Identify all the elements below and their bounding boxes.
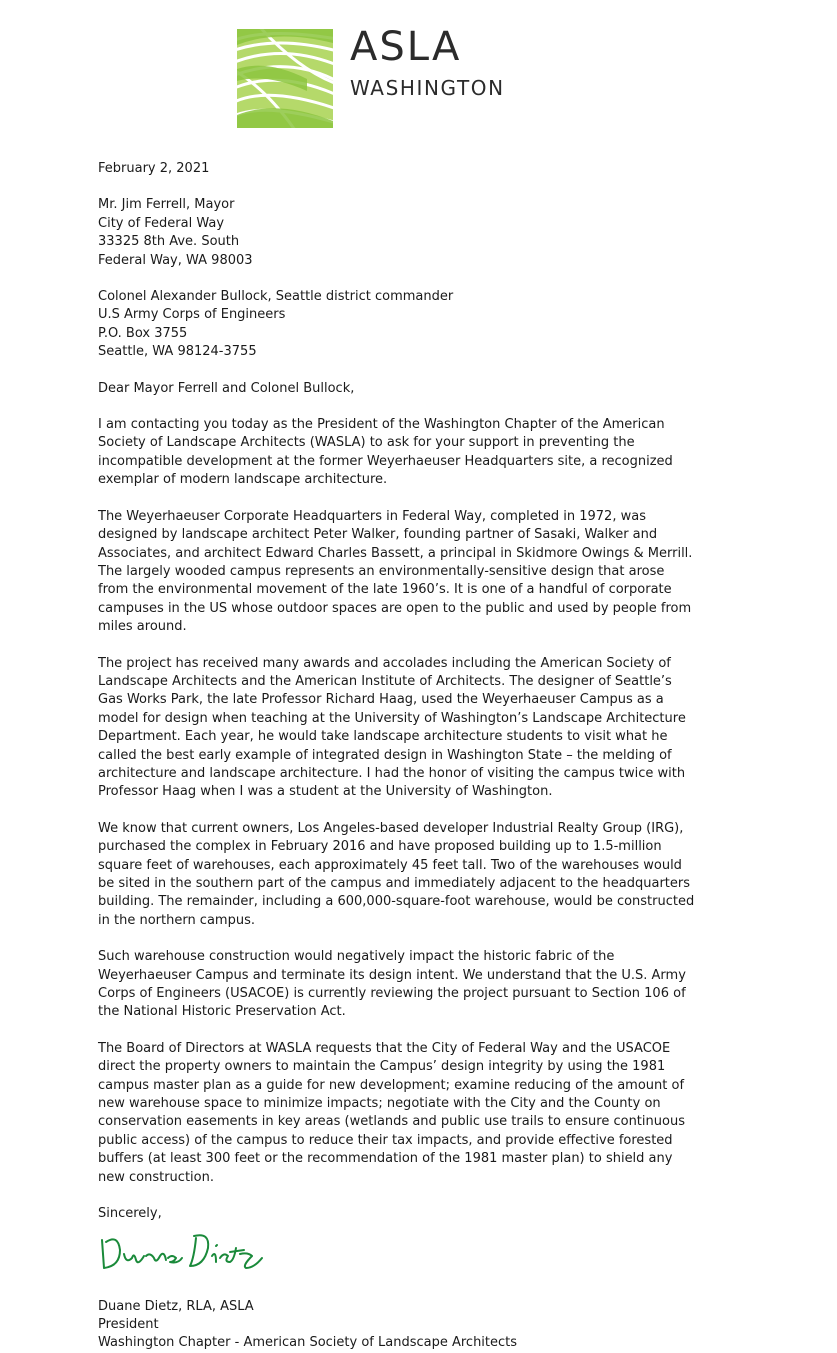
body-paragraph: The Weyerhaeuser Corporate Headquarters in Federal Way, completed in 1972, was designed by landscape architect Peter Walker, founding partner of Sasaki, Walker and Associates, and architect Edward Charles Bassett, a principal in Skidmore Owings & Merrill. The largely wooded campus represents an environmentally-sensitive design that arose from the environmental movement of the late 1960’s. It is one of a handful of corporate campuses in the US whose outdoor spaces are open to the public and used by people from miles around. bbox=[98, 508, 693, 635]
body-paragraph: The project has received many awards and accolades including the American Society of Landscape Architects and the American Institute of Architects. The designer of Seattle’s Gas Works Park, the late Professor Richard Haag, used the Weyerhaeuser Campus as a model for design when teaching at the University of Washington’s Landscape Architecture Department. Each year, he would take landscape architecture students to visit what he called the best early example of integrated design in Washington State – the melding of architecture and landscape architecture. I had the honor of visiting the campus twice with Professor Haag when I was a student at the University of Washington. bbox=[98, 655, 686, 800]
signer-name: Duane Dietz, RLA, ASLA bbox=[98, 1298, 254, 1314]
recipient-address-2 bbox=[98, 288, 698, 362]
handwritten-signature bbox=[98, 1228, 268, 1278]
address-line: Federal Way, WA 98003 bbox=[98, 252, 253, 268]
letter-date: February 2, 2021 bbox=[98, 161, 210, 176]
signer-block bbox=[98, 1298, 698, 1353]
body-paragraph: I am contacting you today as the President of the Washington Chapter of the American Society of Landscape Architects (WASLA) to ask for your support in preventing the incompatible development at the former Weyerhaeuser Headquarters site, a recognized exemplar of modern landscape architecture. bbox=[98, 417, 673, 488]
letter-body bbox=[98, 160, 698, 1353]
logo-subtitle: WASHINGTON bbox=[350, 76, 505, 100]
body-paragraph: The Board of Directors at WASLA requests that the City of Federal Way and the USACOE direct the property owners to maintain the Campus’ design integrity by using the 1981 campus master plan as a guide for new development; examine reducing of the amount of new warehouse space to minimize impacts; negotiate with the City and the County on conservation easements in key areas (wetlands and public use trails to ensure continuous public access) of the campus to reduce their tax impacts, and provide effective forested buffers (at least 300 feet or the recommendation of the 1981 master plan) to shield any new construction. bbox=[98, 1040, 685, 1185]
signer-organization: Washington Chapter - American Society of Landscape Architects bbox=[98, 1335, 518, 1351]
signer-title: President bbox=[98, 1316, 159, 1332]
logo-title: ASLA bbox=[350, 24, 462, 70]
closing: Sincerely, bbox=[98, 1206, 162, 1222]
address-line: P.O. Box 3755 bbox=[98, 325, 188, 341]
salutation: Dear Mayor Ferrell and Colonel Bullock, bbox=[98, 380, 355, 396]
address-line: Colonel Alexander Bullock, Seattle district commander bbox=[98, 289, 454, 305]
address-line: Seattle, WA 98124-3755 bbox=[98, 344, 257, 360]
body-paragraph: We know that current owners, Los Angeles-based developer Industrial Realty Group (IRG), purchased the complex in February 2016 and have proposed building up to 1.5-million square feet of warehouses, each approximately 45 feet tall. Two of the warehouses would be sited in the southern part of the campus and immediately adjacent to the headquarters building. The remainder, including a 600,000-square-foot warehouse, would be constructed in the northern campus. bbox=[98, 820, 695, 928]
body-paragraph: Such warehouse construction would negatively impact the historic fabric of the Weyerhaeuser Campus and terminate its design intent. We understand that the U.S. Army Corps of Engineers (USACOE) is currently reviewing the project pursuant to Section 106 of the National Historic Preservation Act. bbox=[98, 949, 686, 1020]
address-line: City of Federal Way bbox=[98, 215, 225, 231]
address-line: Mr. Jim Ferrell, Mayor bbox=[98, 197, 235, 213]
address-line: U.S Army Corps of Engineers bbox=[98, 307, 286, 323]
address-line: 33325 8th Ave. South bbox=[98, 234, 240, 250]
recipient-address-1 bbox=[98, 196, 698, 270]
asla-logo-mark-icon bbox=[237, 29, 333, 128]
